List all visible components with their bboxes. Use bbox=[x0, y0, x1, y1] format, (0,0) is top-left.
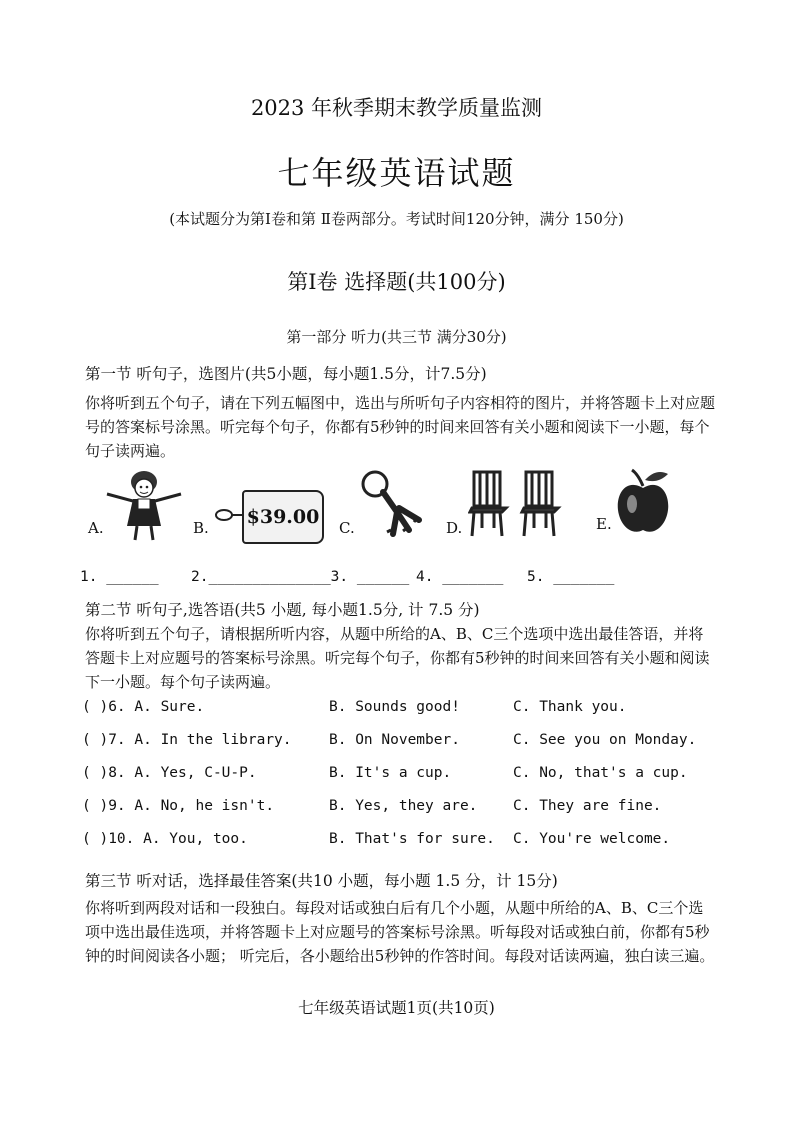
exam-note: (本试题分为第Ⅰ卷和第 Ⅱ卷两部分。考试时间120分钟，满分 150分) bbox=[169, 210, 624, 228]
picture-label-c: C. bbox=[339, 519, 355, 537]
section2-instructions: 你将听到五个句子，请根据所听内容，从题中所给的A、B、C三个选项中选出最佳答语，并将答题卡上对应题号的答案标号涂黑。听完每个句子，你都有5秒钟的时间来回答有关小题和阅读下一小题。每个句子读两遍。 bbox=[85, 625, 710, 691]
question-8-option-c: C. No, that's a cup. bbox=[513, 765, 688, 781]
answer-blank-1: 1. ______ bbox=[80, 569, 159, 585]
section1-heading: 第一节 听句子，选图片(共5小题，每小题1.5分，计7.5分) bbox=[85, 365, 487, 383]
picture-label-e: E. bbox=[596, 515, 612, 533]
apple-icon bbox=[616, 466, 670, 536]
section3-instructions: 你将听到两段对话和一段独白。每段对话或独白后有几个小题，从题中所给的A、B、C三个选项中选出最佳选项，并将答题卡上对应题号的答案标号涂黑。听每段对话或独白前，你都有5秒钟的时间阅读各小题； 听完后，各小题给出5秒钟的作答时间。每段对话读两遍，独白读三遍。 bbox=[85, 899, 715, 965]
price-tag-icon bbox=[242, 490, 324, 544]
exam-header-line: 2023 年秋季期末教学质量监测 bbox=[250, 96, 543, 120]
section2-heading: 第二节 听句子,选答语(共5 小题, 每小题1.5分, 计 7.5 分) bbox=[85, 601, 480, 619]
question-6: ( )6. A. Sure. bbox=[82, 699, 205, 715]
picture-label-a: A. bbox=[88, 519, 104, 537]
question-10-option-b: B. That's for sure. bbox=[329, 831, 495, 847]
question-10-option-c: C. You're welcome. bbox=[513, 831, 671, 847]
question-8-option-b: B. It's a cup. bbox=[329, 765, 452, 781]
question-9-option-b: B. Yes, they are. bbox=[329, 798, 478, 814]
page-footer: 七年级英语试题1页(共10页) bbox=[298, 999, 495, 1017]
question-9: ( )9. A. No, he isn't. bbox=[82, 798, 275, 814]
question-10: ( )10. A. You, too. bbox=[82, 831, 248, 847]
section3-heading: 第三节 听对话，选择最佳答案(共10 小题，每小题 1.5 分，计 15分) bbox=[85, 872, 558, 890]
part-title: 第一部分 听力(共三节 满分30分) bbox=[286, 328, 507, 346]
girl-icon bbox=[103, 470, 185, 542]
section1-instructions: 你将听到五个句子，请在下列五幅图中，选出与所听句子内容相符的图片，并将答题卡上对应题号的答案标号涂黑。听完每个句子，你都有5秒钟的时间来回答有关小题和阅读下一小题，每个句子读两遍。 bbox=[85, 394, 716, 460]
answer-blank-5: 5. _______ bbox=[527, 569, 615, 585]
answer-blank-2-3: 2.______________3. ______ bbox=[191, 569, 410, 585]
picture-label-d: D. bbox=[446, 519, 463, 537]
price-text: $39.00 bbox=[246, 506, 320, 528]
chairs-icon bbox=[468, 468, 572, 538]
question-8: ( )8. A. Yes, C-U-P. bbox=[82, 765, 257, 781]
question-7-option-b: B. On November. bbox=[329, 732, 460, 748]
question-6-option-c: C. Thank you. bbox=[513, 699, 627, 715]
question-9-option-c: C. They are fine. bbox=[513, 798, 662, 814]
picture-label-b: B. bbox=[193, 519, 209, 537]
exam-title: 七年级英语试题 bbox=[277, 154, 516, 192]
question-7-option-c: C. See you on Monday. bbox=[513, 732, 697, 748]
question-7: ( )7. A. In the library. bbox=[82, 732, 292, 748]
question-6-option-b: B. Sounds good! bbox=[329, 699, 460, 715]
keys-icon bbox=[357, 468, 425, 540]
answer-blank-4: 4. _______ bbox=[416, 569, 504, 585]
volume-title: 第Ⅰ卷 选择题(共100分) bbox=[287, 270, 506, 294]
